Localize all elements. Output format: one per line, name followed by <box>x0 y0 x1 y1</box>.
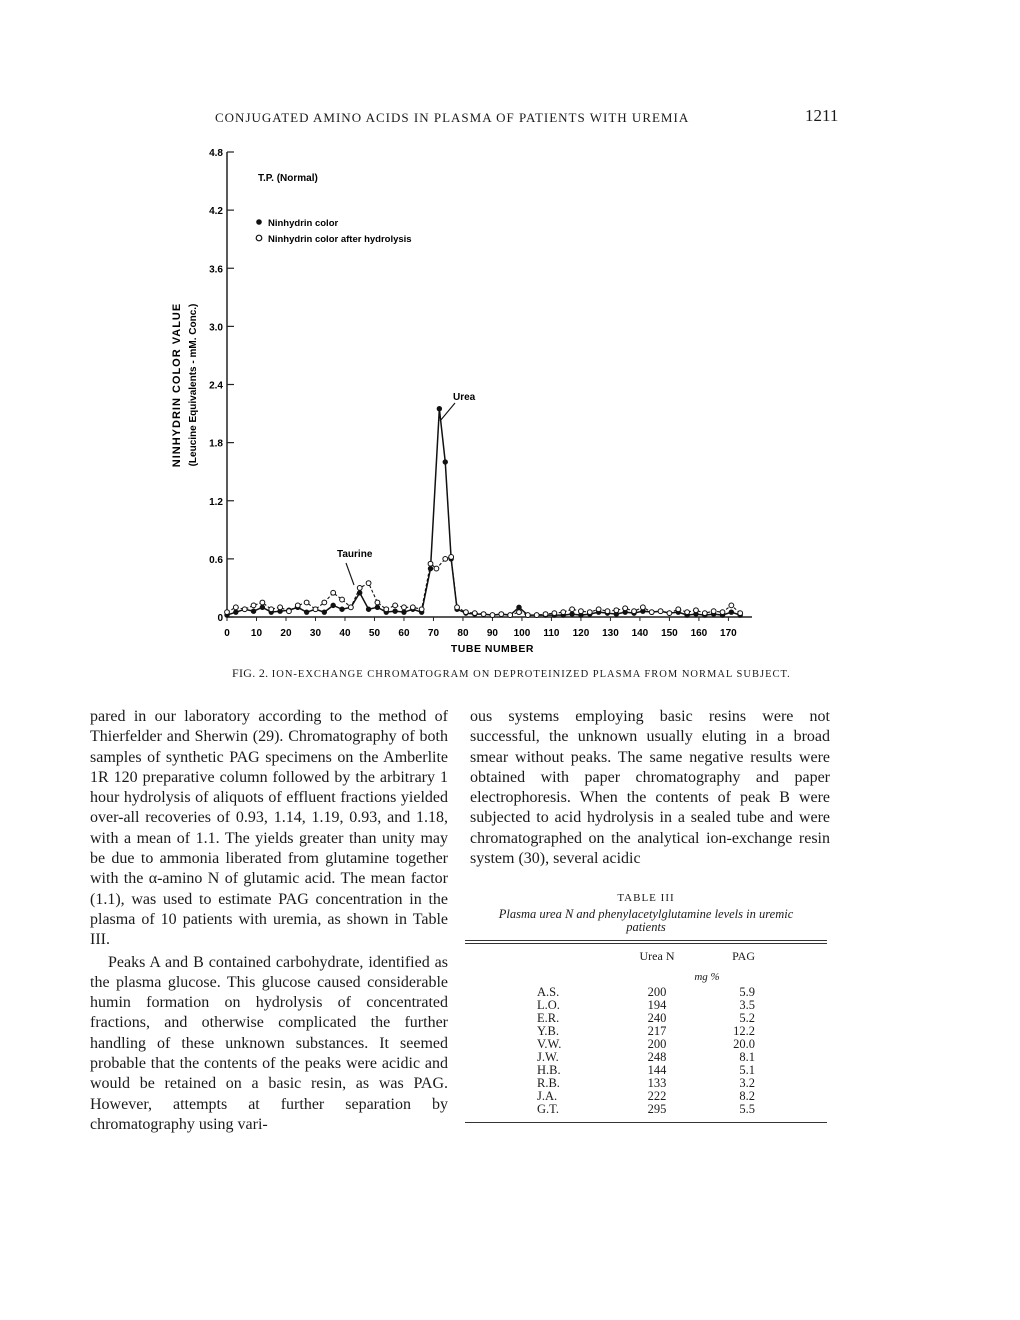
y-tick-label: 0.6 <box>209 554 223 566</box>
body-column-right <box>470 707 830 869</box>
patient-cell: Y.B. <box>537 1024 560 1038</box>
data-point-filled <box>234 610 238 614</box>
data-point-open <box>434 566 439 571</box>
data-point-open <box>357 586 362 591</box>
body-paragraph: pared in our laboratory according to the method of Thierfelder and Sherwin (29). Chromatography of both samples of synthetic PAG specimens on the Amberlite 1R 120 preparative column followed by the arbitrary 1 hour hydrolysis of aliquots of effluent fractions yielded over-all recoveries of 0.93, 1.14, 1.19, 0.93, and 1.18, with a mean of 1.1. The yields greater than unity may be due to ammonia liberated from glutamine together with the α-amino N of glutamic acid. The mean factor (1.1), was used to estimate PAG concentration in the plasma of 10 patients with uremia, as shown in Table III. <box>90 708 448 949</box>
y-tick-label: 1.2 <box>209 496 223 508</box>
table-bottom-rule <box>465 1122 827 1123</box>
data-point-filled <box>517 605 521 609</box>
x-tick-label: 150 <box>661 628 678 639</box>
x-tick-label: 0 <box>224 628 230 639</box>
data-point-open <box>499 612 504 617</box>
y-tick-label: 2.4 <box>209 380 223 392</box>
data-point-filled <box>375 605 379 609</box>
data-point-open <box>393 603 398 608</box>
pag-cell: 3.2 <box>739 1076 755 1090</box>
annotation-taurine: Taurine <box>337 549 373 560</box>
body-paragraph: Peaks A and B contained carbohydrate, identified as the plasma glucose. This glucose caused considerable humin formation on hydrolysis of concentrated fractions, and otherwise complicated the further handling of these unknown substances. It seemed probable that the contents of the peaks were acidic and would be retained on a basic resin, as was PAG. However, attempts at further separation by chromatography using vari- <box>90 953 448 1133</box>
data-point-open <box>304 600 309 605</box>
body-paragraph: ous systems employing basic resins were not successful, the unknown usually eluting in a broad smear without peaks. The same negative results were obtained with paper chromatography and paper electrophoresis. When the contents of peak B were subjected to acid hydrolysis in a sealed tube and were chromatographed on the analytical ion-exchange resin system (30), several acidic <box>470 708 830 868</box>
x-tick-label: 130 <box>602 628 619 639</box>
x-tick-label: 80 <box>457 628 469 639</box>
data-point-open <box>269 607 274 612</box>
table-row <box>465 1103 827 1116</box>
patient-cell: A.S. <box>537 985 560 999</box>
body-column-left <box>90 707 448 1135</box>
x-tick-label: 110 <box>543 628 560 639</box>
data-point-open <box>632 609 637 614</box>
table-row <box>465 1051 827 1064</box>
data-point-open <box>375 600 380 605</box>
urea-n-cell: 217 <box>647 1024 667 1038</box>
data-point-open <box>640 605 645 610</box>
column-header: PAG <box>732 949 755 963</box>
data-point-open <box>676 607 681 612</box>
urea-n-cell: 295 <box>647 1102 667 1116</box>
legend-marker-filled <box>256 219 262 225</box>
data-point-open <box>614 608 619 613</box>
x-tick-label: 140 <box>631 628 649 639</box>
x-tick-label: 170 <box>720 628 737 639</box>
data-point-open <box>508 613 513 618</box>
pag-cell: 20.0 <box>733 1037 755 1051</box>
data-point-filled <box>402 610 406 614</box>
x-tick-label: 40 <box>339 628 351 639</box>
data-point-filled <box>366 607 370 611</box>
annotation-arrow <box>440 403 455 421</box>
table-iii <box>465 892 827 1123</box>
data-point-open <box>579 609 584 614</box>
data-point-open <box>490 613 495 618</box>
patient-cell: G.T. <box>537 1102 559 1116</box>
data-point-open <box>481 612 486 617</box>
data-point-open <box>711 609 716 614</box>
data-point-open <box>694 608 699 613</box>
data-point-filled <box>304 610 308 614</box>
data-point-open <box>260 600 265 605</box>
data-point-open <box>552 611 557 616</box>
data-point-open <box>225 610 230 615</box>
data-point-open <box>561 610 566 615</box>
page-number: 1211 <box>805 106 839 125</box>
data-point-filled <box>340 607 344 611</box>
x-tick-label: 10 <box>250 628 263 639</box>
pag-cell: 12.2 <box>733 1024 755 1038</box>
urea-n-cell: 194 <box>647 998 667 1012</box>
column-header: Urea N <box>639 949 675 963</box>
data-point-open <box>534 613 539 618</box>
series-line-after-hydrolysis <box>227 557 740 615</box>
data-point-open <box>313 607 318 612</box>
data-point-filled <box>358 591 362 595</box>
patient-cell: L.O. <box>537 998 560 1012</box>
data-point-filled <box>331 603 335 607</box>
data-point-filled <box>322 610 326 614</box>
data-point-open <box>449 555 454 560</box>
data-point-filled <box>437 407 441 411</box>
patient-cell: J.A. <box>537 1089 558 1103</box>
table-row <box>465 1025 827 1038</box>
urea-n-cell: 144 <box>647 1063 667 1077</box>
chart-title: T.P. (Normal) <box>258 173 318 184</box>
table-caption: Plasma urea N and phenylacetylglutamine levels in uremic patients <box>498 907 794 934</box>
data-point-open <box>649 610 654 615</box>
data-point-open <box>443 556 448 561</box>
pag-cell: 5.1 <box>739 1063 755 1077</box>
data-point-open <box>428 561 433 566</box>
data-point-open <box>348 605 353 610</box>
table-row <box>465 1090 827 1103</box>
legend-entry: Ninhydrin color after hydrolysis <box>268 234 412 245</box>
figure-caption <box>232 666 791 681</box>
data-point-open <box>729 603 734 608</box>
x-tick-label: 120 <box>572 628 590 639</box>
x-axis-label: TUBE NUMBER <box>450 643 534 655</box>
x-tick-label: 90 <box>486 628 499 639</box>
y-tick-label: 4.8 <box>209 148 223 159</box>
table-row <box>465 999 827 1012</box>
y-axis-label-units: (Leucine Equivalents - mM. Conc.) <box>188 303 199 467</box>
table-header-row <box>465 944 827 967</box>
data-point-filled <box>729 610 733 614</box>
data-point-open <box>366 581 371 586</box>
annotation-arrow <box>346 563 354 585</box>
data-point-open <box>570 607 575 612</box>
x-tick-label: 60 <box>398 628 410 639</box>
data-point-filled <box>393 609 397 613</box>
data-point-open <box>419 607 424 612</box>
data-point-open <box>543 612 548 617</box>
data-point-open <box>287 609 292 614</box>
table-row <box>465 986 827 999</box>
column-header <box>465 944 617 967</box>
data-point-open <box>685 610 690 615</box>
y-tick-label: 1.8 <box>209 438 223 450</box>
legend-marker-open <box>256 235 262 241</box>
urea-n-cell: 240 <box>647 1011 667 1025</box>
x-tick-label: 50 <box>368 628 381 639</box>
urea-n-cell: 222 <box>647 1089 667 1103</box>
data-point-open <box>623 606 628 611</box>
x-tick-label: 30 <box>309 628 322 639</box>
annotation-urea: Urea <box>453 392 476 403</box>
data-point-filled <box>443 460 447 464</box>
table-row <box>465 1064 827 1077</box>
patient-cell: E.R. <box>537 1011 560 1025</box>
data-point-filled <box>251 609 255 613</box>
data-point-open <box>278 605 283 610</box>
data-point-open <box>464 610 469 615</box>
x-tick-label: 160 <box>690 628 708 639</box>
patient-cell: H.B. <box>537 1063 561 1077</box>
table-row <box>465 1038 827 1051</box>
unit-row <box>465 967 827 986</box>
series-line-ninhydrin <box>227 409 740 615</box>
pag-cell: 3.5 <box>739 998 755 1012</box>
y-axis-label: NINHYDRIN COLOR VALUE <box>171 302 183 468</box>
data-point-open <box>472 611 477 616</box>
y-tick-label: 0 <box>217 613 223 624</box>
urea-n-cell: 248 <box>647 1050 667 1064</box>
data-point-open <box>331 590 336 595</box>
y-tick-label: 4.2 <box>209 206 223 218</box>
data-point-open <box>251 603 256 608</box>
patient-cell: J.W. <box>537 1050 559 1064</box>
pag-cell: 8.2 <box>739 1089 755 1103</box>
urea-n-cell: 133 <box>647 1076 667 1090</box>
data-point-open <box>295 603 300 608</box>
data-point-filled <box>570 612 574 616</box>
data-point-open <box>605 609 610 614</box>
patient-cell: V.W. <box>537 1037 562 1051</box>
y-tick-label: 3.6 <box>209 264 223 276</box>
data-point-open <box>340 597 345 602</box>
data-point-open <box>587 610 592 615</box>
table-row <box>465 1012 827 1025</box>
data-point-open <box>667 611 672 616</box>
data-point-open <box>402 605 407 610</box>
pag-cell: 5.9 <box>739 985 755 999</box>
x-tick-label: 70 <box>427 628 440 639</box>
data-point-open <box>720 610 725 615</box>
data-point-open <box>455 605 460 610</box>
data-point-open <box>658 609 663 614</box>
unit-label: mg % <box>694 971 720 983</box>
pag-cell: 5.2 <box>739 1011 755 1025</box>
data-point-open <box>702 611 707 616</box>
figure-caption-text: ION-EXCHANGE CHROMATOGRAM ON DEPROTEINIZED PLASMA FROM NORMAL SUBJECT. <box>271 669 791 680</box>
data-point-open <box>322 600 327 605</box>
table-row <box>465 1077 827 1090</box>
pag-cell: 8.1 <box>739 1050 755 1064</box>
data-point-open <box>525 613 530 618</box>
data-point-filled <box>260 605 264 609</box>
y-tick-label: 3.0 <box>209 322 223 334</box>
chart-area <box>171 148 752 655</box>
legend-entry: Ninhydrin color <box>268 218 339 229</box>
patient-cell: R.B. <box>537 1076 560 1090</box>
data-point-open <box>233 605 238 610</box>
urea-n-cell: 200 <box>647 1037 667 1051</box>
urea-n-cell: 200 <box>647 985 667 999</box>
x-tick-label: 100 <box>513 628 531 639</box>
x-tick-label: 20 <box>280 628 292 639</box>
data-point-open <box>738 611 743 616</box>
pag-cell: 5.5 <box>739 1102 755 1116</box>
table-label: TABLE III <box>617 892 675 904</box>
data-point-open <box>242 607 247 612</box>
data-point-open <box>517 610 522 615</box>
figure-label: FIG. 2. <box>232 666 269 680</box>
data-point-open <box>384 607 389 612</box>
data-table <box>465 944 827 1116</box>
data-point-open <box>596 607 601 612</box>
data-point-open <box>410 605 415 610</box>
running-head: CONJUGATED AMINO ACIDS IN PLASMA OF PATIENTS WITH UREMIA <box>215 110 690 125</box>
